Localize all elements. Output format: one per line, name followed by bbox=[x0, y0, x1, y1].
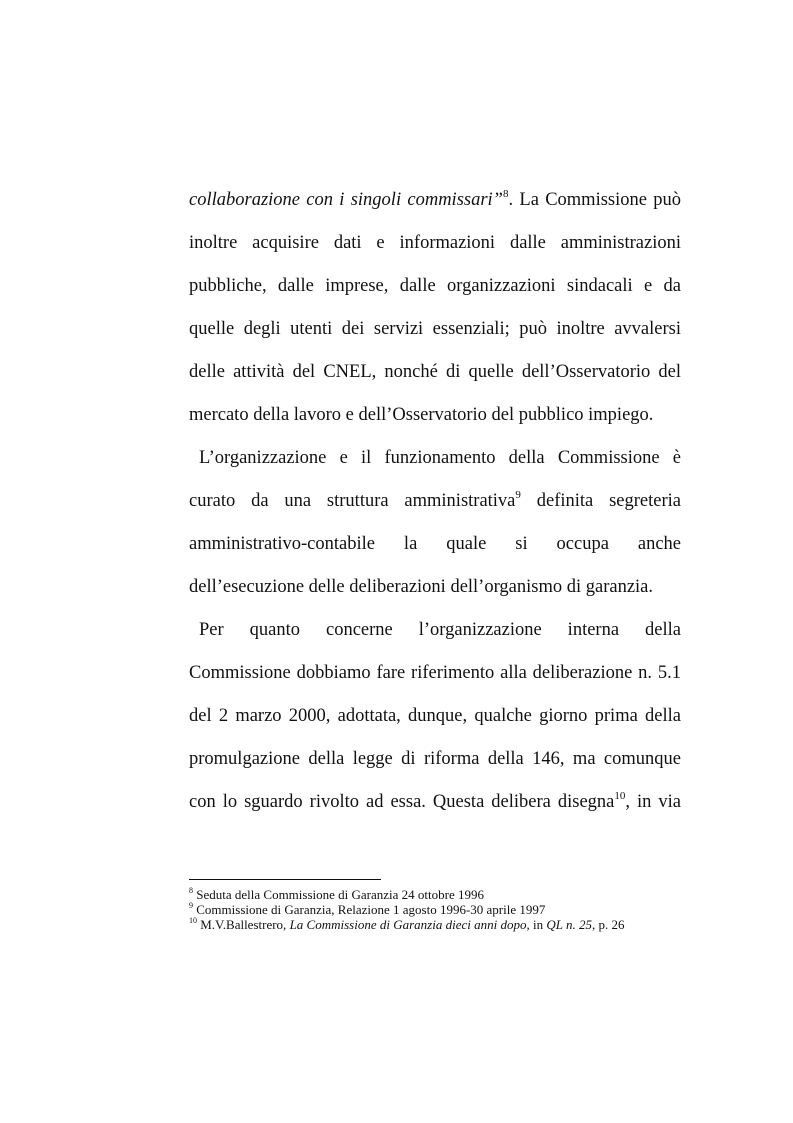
text-line: amministrativo-contabile la quale si occupa anche bbox=[189, 534, 681, 554]
text-line: delle attività del CNEL, nonché di quelle dell’Osservatorio del bbox=[189, 362, 681, 382]
text-line: con lo sguardo rivolto ad essa. Questa delibera disegna$^{10}$, in via bbox=[189, 789, 681, 812]
footnotes bbox=[189, 887, 689, 932]
text-line: collaborazione con i singoli commissari”$^8$. La Commissione può bbox=[189, 187, 682, 210]
footnote-ref-9[interactable]: 9 bbox=[515, 488, 521, 501]
body-text bbox=[189, 179, 681, 824]
footnote-10: $^{10}$ M.V.Ballestrero, La Commissione di Garanzia dieci anni dopo, in QL n. 25, p. 26 bbox=[189, 915, 625, 932]
footnote-8: $^8$ Seduta della Commissione di Garanzia 24 ottobre 1996 bbox=[189, 885, 484, 902]
text-line: curato da una struttura amministrativa$^9$ definita segreteria bbox=[189, 488, 681, 511]
text-line: Per quanto concerne l’organizzazione interna della bbox=[199, 620, 681, 640]
footnote-9: $^9$ Commissione di Garanzia, Relazione 1 agosto 1996-30 aprile 1997 bbox=[189, 900, 546, 917]
text-line: del 2 marzo 2000, adottata, dunque, qualche giorno prima della bbox=[189, 706, 681, 726]
footnote-ref-10[interactable]: 10 bbox=[614, 789, 626, 802]
italic-quote: collaborazione con i singoli commissari” bbox=[189, 190, 503, 210]
footnote-ref-8[interactable]: 8 bbox=[502, 187, 509, 200]
text-line: Commissione dobbiamo fare riferimento alla deliberazione n. 5.1 bbox=[189, 663, 681, 683]
footnote-number: 9 bbox=[189, 900, 193, 910]
footnote-separator bbox=[189, 879, 381, 880]
text-line: mercato della lavoro e dell’Osservatorio del pubblico impiego. bbox=[189, 405, 654, 425]
text-line: L’organizzazione e il funzionamento della Commissione è bbox=[199, 448, 681, 468]
text-line: pubbliche, dalle imprese, dalle organizzazioni sindacali e da bbox=[189, 276, 681, 296]
text-line: dell’esecuzione delle deliberazioni dell’organismo di garanzia. bbox=[189, 577, 654, 597]
footnote-number: 10 bbox=[189, 915, 197, 925]
footnote-number: 8 bbox=[189, 885, 193, 895]
text-line: inoltre acquisire dati e informazioni dalle amministrazioni bbox=[189, 233, 681, 253]
text-line: promulgazione della legge di riforma della 146, ma comunque bbox=[189, 749, 681, 769]
text-line: quelle degli utenti dei servizi essenziali; può inoltre avvalersi bbox=[189, 319, 681, 339]
